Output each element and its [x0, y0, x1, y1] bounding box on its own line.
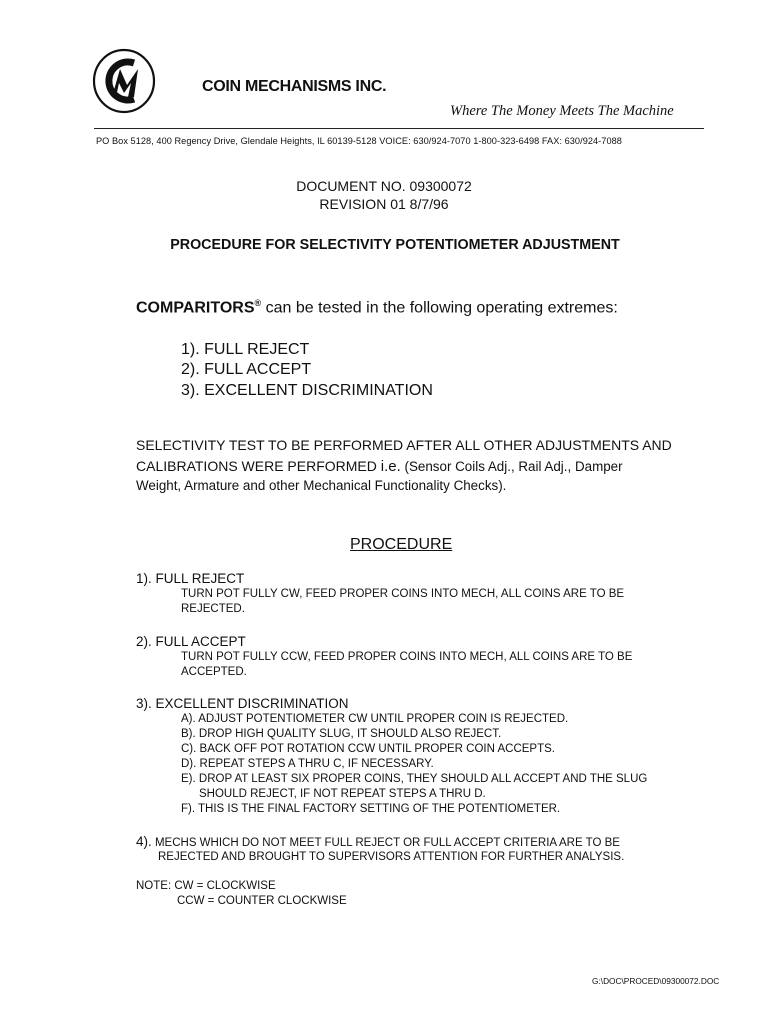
selectivity-line: SELECTIVITY TEST TO BE PERFORMED AFTER ALL OTHER ADJUSTMENTS AND — [136, 437, 672, 453]
step-text: REJECTED AND BROUGHT TO SUPERVISORS ATTENTION FOR FURTHER ANALYSIS. — [158, 851, 625, 863]
company-logo — [90, 47, 158, 115]
brand-name: COMPARITORS — [136, 299, 255, 317]
file-path: G:\DOC\PROCED\09300072.DOC — [592, 976, 720, 986]
step-label: 4). — [136, 834, 152, 849]
selectivity-line: Weight, Armature and other Mechanical Functionality Checks). — [136, 478, 507, 493]
step-text: C). BACK OFF POT ROTATION CCW UNTIL PROPER COIN ACCEPTS. — [181, 743, 555, 755]
note-line: NOTE: CW = CLOCKWISE — [136, 880, 276, 892]
company-address: PO Box 5128, 400 Regency Drive, Glendale Heights, IL 60139-5128 VOICE: 630/924-7070 1-800-323-6498 FAX: 630/924-7088 — [96, 136, 622, 146]
step-text: MECHS WHICH DO NOT MEET FULL REJECT OR FULL ACCEPT CRITERIA ARE TO BE — [151, 837, 620, 849]
document-number: DOCUMENT NO. 09300072 — [296, 178, 472, 194]
step-label: 1). FULL REJECT — [136, 571, 245, 586]
company-tagline: Where The Money Meets The Machine — [450, 103, 674, 119]
selectivity-line: CALIBRATIONS WERE PERFORMED i.e. (Sensor Coils Adj., Rail Adj., Damper — [136, 458, 623, 475]
step-text: ACCEPTED. — [181, 666, 247, 678]
registered-mark: ® — [254, 298, 262, 308]
step-text: SHOULD REJECT, IF NOT REPEAT STEPS A THRU D. — [199, 788, 486, 800]
extreme-item: 1). FULL REJECT — [181, 341, 310, 358]
header-divider — [94, 128, 704, 129]
step-text: REJECTED. — [181, 603, 245, 615]
document-revision: REVISION 01 8/7/96 — [319, 196, 449, 212]
step-text: F). THIS IS THE FINAL FACTORY SETTING OF THE POTENTIOMETER. — [181, 803, 561, 815]
step-text: TURN POT FULLY CW, FEED PROPER COINS INTO MECH, ALL COINS ARE TO BE — [181, 588, 625, 600]
note-line: CCW = COUNTER CLOCKWISE — [177, 895, 347, 907]
step-text: B). DROP HIGH QUALITY SLUG, IT SHOULD ALSO REJECT. — [181, 728, 502, 740]
company-name: COIN MECHANISMS INC. — [202, 78, 387, 95]
procedure-heading: PROCEDURE — [350, 536, 453, 553]
intro-text: can be tested in the following operating extremes: — [261, 299, 618, 317]
document-title: PROCEDURE FOR SELECTIVITY POTENTIOMETER ADJUSTMENT — [170, 237, 620, 253]
step-label: 3). EXCELLENT DISCRIMINATION — [136, 696, 349, 711]
intro-sentence — [136, 298, 618, 317]
extreme-item: 3). EXCELLENT DISCRIMINATION — [181, 382, 433, 399]
step-label: 2). FULL ACCEPT — [136, 634, 246, 649]
step-four — [136, 834, 620, 849]
step-text: E). DROP AT LEAST SIX PROPER COINS, THEY SHOULD ALL ACCEPT AND THE SLUG — [181, 773, 648, 785]
extreme-item: 2). FULL ACCEPT — [181, 361, 312, 378]
step-text: TURN POT FULLY CCW, FEED PROPER COINS INTO MECH, ALL COINS ARE TO BE — [181, 651, 633, 663]
step-text: D). REPEAT STEPS A THRU C, IF NECESSARY. — [181, 758, 434, 770]
step-text: A). ADJUST POTENTIOMETER CW UNTIL PROPER COIN IS REJECTED. — [181, 713, 569, 725]
